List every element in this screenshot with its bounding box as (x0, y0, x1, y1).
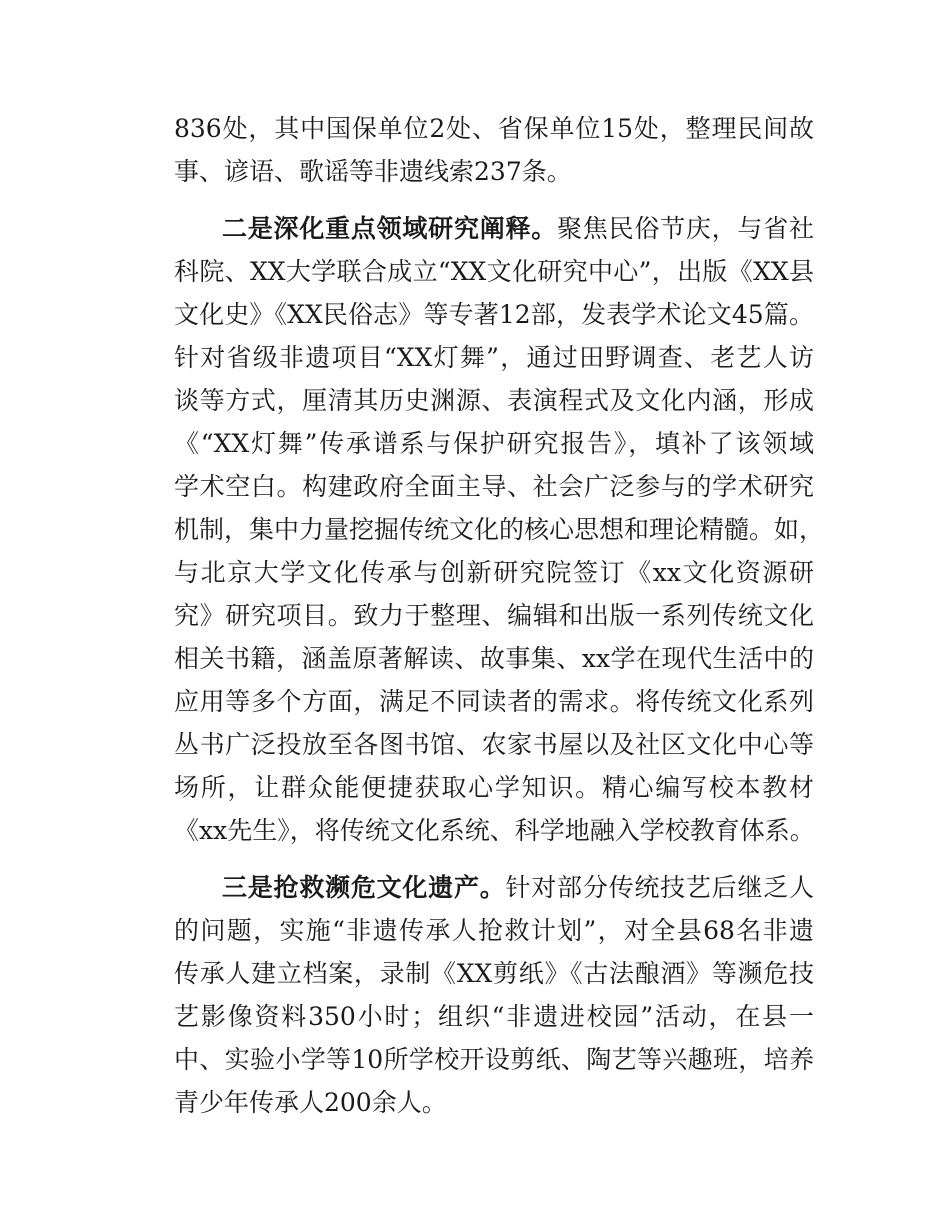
text-line: 与北京大学文化传承与创新研究院签订《xx文化资源研 (174, 558, 814, 587)
text-line: 科院、XX大学联合成立“XX文化研究中心”，出版《XX县 (174, 257, 814, 286)
text-line: 中、实验小学等10所学校开设剪纸、陶艺等兴趣班，培养 (174, 1045, 814, 1074)
text-line: 《“XX灯舞”传承谱系与保护研究报告》，填补了该领域 (174, 429, 814, 458)
text-line: 场所，让群众能便捷获取心学知识。精心编写校本教材 (174, 773, 814, 802)
text-line: 相关书籍，涵盖原著解读、故事集、xx学在现代生活中的 (174, 644, 814, 673)
text-line: 丛书广泛投放至各图书馆、农家书屋以及社区文化中心等 (174, 730, 814, 759)
paragraph-heading: 三是抢救濒危文化遗产。 (222, 873, 506, 902)
text-run: 聚焦民俗节庆，与省社 (557, 214, 814, 243)
paragraph-first-line (222, 866, 814, 909)
text-line: 836处，其中国保单位2处、省保单位15处，整理民间故 (174, 114, 814, 143)
text-line: 艺影像资料350小时；组织“非遗进校园”活动，在县一 (174, 1002, 814, 1031)
text-line: 针对省级非遗项目“XX灯舞”，通过田野调查、老艺人访 (174, 343, 814, 372)
paragraph-heading: 二是深化重点领域研究阐释。 (222, 214, 558, 243)
text-line: 的问题，实施“非遗传承人抢救计划”，对全县68名非遗 (174, 916, 814, 945)
text-line: 机制，集中力量挖掘传统文化的核心思想和理论精髓。如， (174, 515, 825, 544)
text-line: 究》研究项目。致力于整理、编辑和出版一系列传统文化 (174, 601, 814, 630)
text-line: 文化史》《XX民俗志》等专著12部，发表学术论文45篇。 (174, 300, 814, 329)
text-line: 事、谚语、歌谣等非遗线索237条。 (174, 157, 572, 186)
text-line: 《xx先生》，将传统文化系统、科学地融入学校教育体系。 (174, 816, 815, 845)
text-line: 青少年传承人200余人。 (174, 1088, 447, 1117)
text-run: 针对部分传统技艺后继乏人 (505, 873, 814, 902)
text-line: 谈等方式，厘清其历史渊源、表演程式及文化内涵，形成 (174, 386, 814, 415)
text-line: 学术空白。构建政府全面主导、社会广泛参与的学术研究 (174, 472, 814, 501)
text-line: 传承人建立档案，录制《XX剪纸》《古法酿酒》等濒危技 (174, 959, 814, 988)
paragraph-first-line (222, 207, 814, 250)
text-line: 应用等多个方面，满足不同读者的需求。将传统文化系列 (174, 687, 814, 716)
